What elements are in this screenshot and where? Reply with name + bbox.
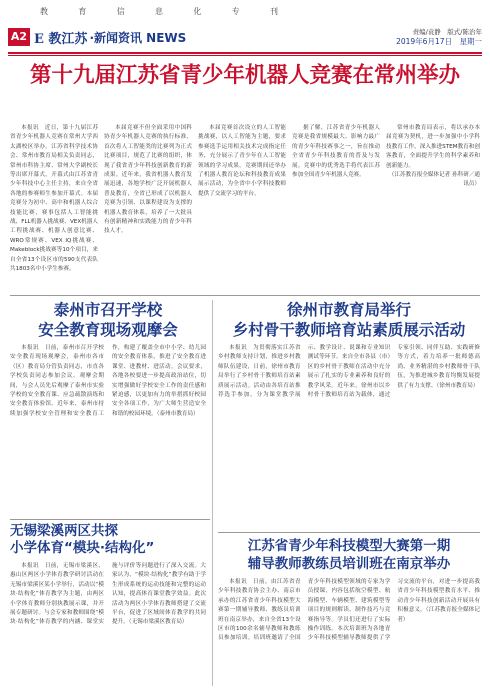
wuxi-article-body — [10, 562, 206, 686]
section-divider — [218, 532, 480, 533]
xuzhou-article-body — [218, 344, 480, 528]
title-line: 安全教育现场观摩会 — [38, 321, 178, 339]
title-line: 无锡梁溪两区共探 — [10, 523, 118, 539]
article-paragraph: 本届竞赛不但全面采用中国科协青少年机器人竞赛的执行标准，首次将人工智能类的比赛列为正式比赛项目，规范了比赛的组织，体现了我省青少年科技创新教育的新成果。近年来，我省机器人教育发展迅速，各地学校广泛开展机器人普及教育，全省已形成了以机器人竞赛为引领、以课程建设为支撑的机器人教育体系，培养了一大批具有创新精神和实践能力的青少年科技人才。 — [104, 125, 192, 235]
slogan-char: 教 — [40, 7, 50, 16]
article-byline: （江苏教育报全媒体记者 孙科研／通讯员） — [388, 172, 480, 188]
header-rule-thin — [8, 55, 482, 56]
safety-article-title — [10, 300, 206, 340]
main-article-col-5 — [386, 124, 480, 290]
article-paragraph: 常州市教育局表示，将以承办本届竞赛为契机，进一步加强中小学科技教育工作，深入推进STEM教育和创客教育，全面提升学生的科学素养和创新能力。 — [386, 125, 480, 169]
article-paragraph: 本报讯 近日，第十九届江苏省青少年机器人竞赛在常州大学西太湖校区举办。江苏省科学技术协会、常州市教育局相关负责同志，常州市科协主席、常州大学副校长等出席开幕式。开幕式由江苏省青少年科技中心主任主持，来自全省各地的参赛师生参加开幕式。本届竞赛分为初中、高中和机器人综合技能比赛，赛事包括人工智能挑战、FLL机器人挑战赛、VEX机器人工程挑战赛、机器人创意比赛、WRO常规赛、VEX IQ挑战赛、Makeblock挑战赛等10个项目，来自全省13个设区市的590支代表队共1803名中小学生参赛。 — [10, 125, 98, 273]
xuzhou-article-title — [218, 300, 480, 340]
safety-article-body — [10, 344, 206, 514]
section-divider — [10, 295, 480, 296]
slogan-char: 信 — [116, 7, 127, 16]
slogan-char: 专 — [231, 7, 242, 16]
paper-section: ·新闻资讯 NEWS — [89, 30, 187, 45]
main-headline: 第十九届江苏省青少年机器人竞赛在常州举办 — [30, 63, 461, 88]
issue-date: 2019年6月17日 星期一 — [396, 37, 482, 46]
main-article-col-1 — [10, 124, 98, 290]
masthead — [0, 24, 490, 50]
article-paragraph: 本报讯 为贯彻落实江苏省乡村教师支持计划，推进乡村教师队伍建设，日前，徐州市教育局举行了乡村骨干教师培育站素质展示活动。活动由各培育站推荐选手参加，分为课堂教学展示、教学设计、说课和专业知识测试等环节。来自全市各县（市）区的乡村骨干教师在活动中充分展示了扎实的专业素养和良好的教学风采。近年来，徐州市以乡村骨干教师培育站为载体，通过专家引领、同伴互助、实践研修等方式，着力培养一批师德高尚、业务精湛的乡村教师骨干队伍，为推进城乡教育均衡发展提供了有力支撑。（徐州市教育局） — [218, 345, 480, 399]
paper-name: E 教江苏 — [34, 31, 88, 47]
wuxi-article-title — [10, 523, 206, 557]
column-divider — [212, 300, 213, 686]
title-line: 泰州市召开学校 — [53, 301, 163, 319]
title-line: 徐州市教育局举行 — [286, 301, 411, 319]
title-line: 辅导教师教练员培训班在南京举办 — [247, 556, 451, 572]
section-divider — [10, 519, 210, 520]
article-paragraph: 据了解，江苏省青少年机器人竞赛是我省规模最大、影响力最广的青少年科技赛事之一，旨在推动全省青少年科技教育的普及与发展。竞赛中的优秀选手将代表江苏参加全国青少年机器人竞赛。 — [292, 125, 380, 179]
main-article-col-2 — [104, 124, 192, 290]
slogan-bar — [40, 6, 280, 20]
main-article-col-3 — [198, 124, 286, 290]
page-number: A2 — [8, 28, 30, 46]
article-paragraph: 本报讯 日前，由江苏省青少年科技教育协会主办、南京市承办的江苏省青少年科技模型大赛第一期辅导教师、教练员培训班在南京举办，来自全省13个设区市的100余名辅导教师和教练员参加培训。培训班邀请了全国青少年科技模型领域的专家为学员授课，内容包括航空模型、航海模型、车辆模型、建筑模型等项目的规则解读、制作技巧与竞赛指导等。学员们还进行了实际操作训练。本次培训班为各地青少年科技模型辅导教师提供了学习交流的平台，对进一步提高我省青少年科技模型教育水平、推动青少年科技创新活动开展具有积极意义。（江苏教育报全媒体记者） — [218, 579, 480, 642]
title-line: 江苏省青少年科技模型大赛第一期 — [247, 538, 451, 554]
slogan-char: 育 — [78, 7, 89, 16]
header-rule — [8, 52, 482, 54]
slogan-char: 化 — [193, 7, 204, 16]
title-line: 小学体育“模块·结构化” — [10, 540, 155, 556]
issue-meta — [396, 27, 482, 47]
tech-article-title — [218, 537, 480, 573]
main-article-col-4 — [292, 124, 380, 290]
article-paragraph: 本届竞赛首次设立的人工智能挑战赛，以人工智能为主题，要求参赛选手运用相关技术完成指定任务，充分展示了青少年在人工智能领域的学习成果。竞赛期间还举办了机器人教育论坛和科技教育成果展示活动，为全省中小学科技教师提供了交流学习的平台。 — [198, 125, 286, 197]
slogan-char: 刊 — [269, 7, 280, 16]
tech-article-body — [218, 578, 480, 686]
article-paragraph: 本报讯 日前，无锡市梁溪区、惠山区两区小学体育教学研讨活动在无锡市梁溪区某小学举行，活动以“模块·结构化”体育教学为主题，由两区小学体育教师分别执教展示课，并开展专题研讨。与会专家和教师围绕“模块·结构化”体育教学的内涵、课堂实施与评价等问题进行了深入交流。大家认为，“模块·结构化”教学有助于学生形成系统的运动技能和完整的运动认知，提高体育课堂教学效益。此次活动为两区小学体育教师搭建了交流平台，促进了区域间体育教学的共同提升。（无锡市梁溪区教育局） — [10, 563, 206, 626]
title-line: 乡村骨干教师培育站素质展示活动 — [232, 321, 466, 339]
editor-credit: 责编/袁静 版式/陈治年 — [412, 28, 482, 36]
article-paragraph: 本报讯 日前，泰州市召开学校安全教育现场观摩会，泰州市各市（区）教育局分管负责同志，市直各学校负责同志参加会议。观摩会期间，与会人员先后观摩了泰州市实验学校的安全教育课、应急疏散演练和安全教育体验馆。近年来，泰州市持续加强学校安全管理和安全教育工作，构建了覆盖全市中小学、幼儿园的安全教育体系，推进了安全教育进课堂、进教材、进活动。会议要求，各地各校要进一步提高政治站位，切实增强做好学校安全工作的责任感和紧迫感，以更加有力的举措抓好校园安全各项工作，为广大师生营造安全和谐的校园环境。（泰州市教育局） — [10, 345, 206, 417]
slogan-char: 息 — [154, 7, 165, 16]
